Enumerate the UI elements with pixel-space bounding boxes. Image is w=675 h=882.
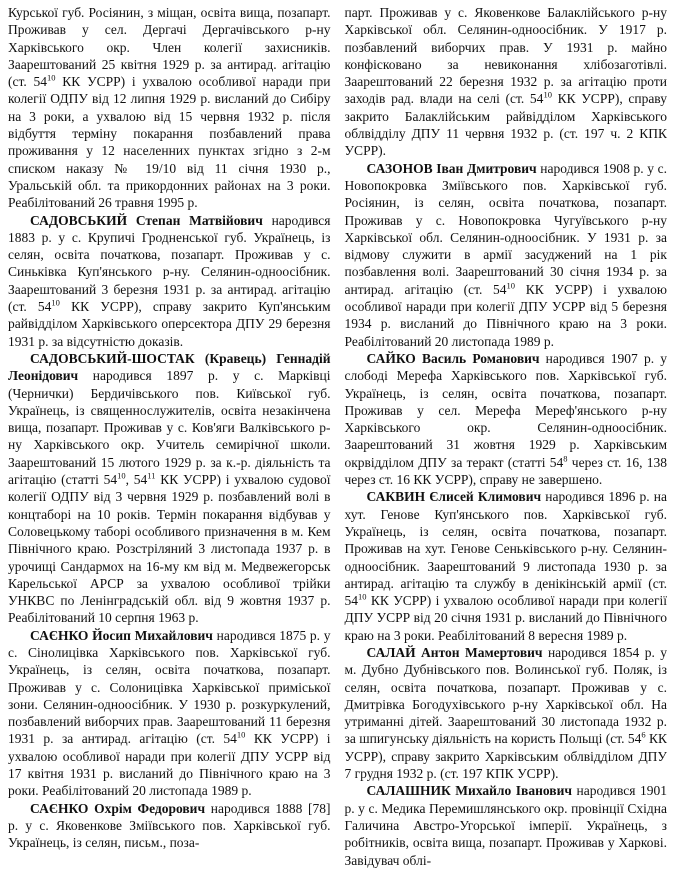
entry-text: народився 1888 [78] р. у с. Яковенкове Зміївського пов. Харківської губ. Українець, із селян, письм., поза- bbox=[8, 800, 331, 851]
entry-name: САЙКО Василь Романович bbox=[366, 350, 540, 366]
entry-text: КК УСРР) і ухвалою судової колегії ОДПУ від 3 червня 1929 р. позбавлений волі в концтаборі на 10 років. Термін покарання відбував у Соловецькому таборі особливого призначення в м. Кем Північного краю. Розстріляний 3 листопада 1937 р. в урочищі Сандармох на 16-му км від м. Медвежегорськ Карельської АРСР за ухвалою особливої трійки УНКВС по Ленінградській обл. від 9 жовтня 1937 р. Реабілітований 10 серпня 1963 р. bbox=[8, 472, 331, 626]
entry-text: Курської губ. Росіянин, з міщан, освіта вища, позапарт. Проживав у сел. Дергачі Дергачівського р-ну Харківського окр. Член колегії захисників. Заарештований 25 квітня 1929 р. за антирад. агітацію (ст. 54 bbox=[8, 5, 331, 90]
article-superscript: 10 bbox=[506, 280, 516, 291]
entry-text: через ст. 16, 138 через ст. 16 КК УСРР), справу не завершено. bbox=[344, 454, 667, 488]
entry-text: КК УСРР) і ухвалою особливої наради при колегії ДПУ УСРР від 17 квітня 1931 р. висланий до Північного краю на 3 роки. Реабілітований 20 листопада 1989 р. bbox=[8, 731, 331, 799]
entry-saienko-okhrim bbox=[8, 800, 331, 852]
entry-name: САЗОНОВ Іван Дмитрович bbox=[366, 160, 537, 176]
entry-text: народився 1883 р. у с. Крупичі Гродненської губ. Українець, із селян, освіта початкова, позапарт. Проживав у с. Синьківка Куп'янського р-ну. Селянин-одноосібник. Заарештований 3 березня 1931 р. за антирад. агітацію (ст. 54 bbox=[8, 212, 331, 315]
article-superscript: 11 bbox=[147, 470, 156, 481]
entry-text: КК УСРР), справу закрито Балаклійським райвідділом Харківського облвідділу ДПУ 11 червня 1932 р. (ст. 197 ч. 2 КПК УСРР). bbox=[344, 91, 667, 159]
entry-text: народився 1907 р. у слободі Мерефа Харківського пов. Харківської губ. Українець, із селян, освіта початкова, позапарт. Проживав у сел. Мерефа Мереф'янського р-ну Харківського окр. Селянин-одноосібник. Заарештований 31 жовтня 1929 р. Харківським окрвідділом ДПУ за теракт (статті 54 bbox=[344, 350, 667, 470]
article-superscript: 10 bbox=[236, 729, 246, 740]
article-superscript: 10 bbox=[47, 72, 56, 83]
entry-salashnyk bbox=[345, 782, 668, 868]
entry-saienko-yosyp bbox=[8, 627, 331, 800]
article-superscript: 10 bbox=[51, 297, 60, 308]
entry-continuation bbox=[345, 4, 668, 160]
entry-saiko bbox=[345, 350, 668, 488]
entry-name: САЄНКО Йосип Михайлович bbox=[30, 627, 213, 643]
entry-name: САЄНКО Охрім Федорович bbox=[30, 800, 206, 816]
article-superscript: 10 bbox=[543, 89, 552, 100]
entry-name: САДОВСЬКИЙ-ШОСТАК (Кравець) Геннадій Леонідович bbox=[8, 350, 331, 384]
article-superscript: 6 bbox=[641, 729, 646, 740]
entry-name: САКВИН Єлисей Климович bbox=[366, 489, 542, 505]
entry-continuation bbox=[8, 4, 331, 212]
entry-text: КК УСРР) і ухвалою особливої наради при колегії ДПУ УСРР від 5 березня 1934 р. висланий до Північного краю на 3 роки. Реабілітований 20 листопада 1989 р. bbox=[344, 281, 667, 349]
entry-text: народився 1901 р. у с. Медика Перемишлянського окр. провінції Східна Галичина Австро-Угорської імперії. Українець, з робітників, освіта вища, позапарт. Проживав у Харкові. Завідувач облі- bbox=[344, 783, 667, 868]
entry-text: парт. Проживав у с. Яковенкове Балаклійського р-ну Харківської обл. Селянин-одноосібник. У 1917 р. позбавлений виборчих прав. У 1931 р. майно конфісковано за невиконання хлібозаготівлі. Заарештований 22 березня 1932 р. за агітацію проти заходів рад. влади на селі (ст. 54 bbox=[344, 5, 667, 107]
entry-text: народився 1908 р. у с. Новопокровка Зміївського пов. Харківської губ. Росіянин, із селян, освіта початкова, позапарт. Проживав у с. Новопокровка Чугуївського р-ну Харківської обл. Селянин-одноосібник. У 1931 р. за відмову служити в армії засуджений на 1 рік позбавлення волі. Заарештований 30 січня 1934 р. за антирад. агітацію (ст. 54 bbox=[344, 160, 667, 297]
right-column bbox=[345, 4, 668, 882]
entry-text: народився 1896 р. на хут. Генове Куп'янського пов. Харківської губ. Українець, із селян, освіта початкова, позапарт. Проживав на хут. Генове Сеньківського р-ну. Селянин-одноосібник. Заарештований 9 листопада 1930 р. за антирад. агітацію та службу в денікінській армії (ст. 54 bbox=[344, 489, 667, 609]
entry-text: КК УСРР), справу закрито Куп'янським райвідділом Харківського оперсектора ДПУ 29 березня 1931 р. за відсутністю доказів. bbox=[8, 299, 331, 349]
left-column bbox=[8, 4, 331, 882]
entry-salai bbox=[345, 644, 668, 782]
article-superscript: 10 bbox=[117, 470, 126, 481]
entry-sazonov bbox=[345, 160, 668, 350]
entry-text: народився 1897 р. у с. Марківці (Чернички) Бердичівського пов. Київської губ. Українець, із священнослужителів, освіта незакінчена вища, позапарт. Проживав у с. Ков'яги Валківського р-ну Харківського окр. Учитель семирічної школи. Заарештований 15 лютого 1929 р. за к.-р. діяльність та агітацію (статті 54 bbox=[8, 368, 331, 488]
article-superscript: 8 bbox=[563, 453, 568, 464]
entry-sadovskyi bbox=[8, 212, 331, 350]
entry-name: САДОВСЬКИЙ Степан Матвійович bbox=[30, 212, 263, 228]
entry-name: САЛАЙ Антон Мамертович bbox=[366, 644, 543, 660]
entry-sadovskyi-shostak bbox=[8, 350, 331, 627]
entry-text: народився 1854 р. у м. Дубно Дубнівського пов. Волинської губ. Поляк, із селян, освіта початкова, позапарт. Проживав у с. Дмитрівка Богодухівського р-ну Харківської обл. На утриманні дітей. Заарештований 30 листопада 1932 р. за шпигунську діяльність на користь Польщі (ст. 54 bbox=[344, 644, 667, 747]
entry-name: САЛАШНИК Михайло Іванович bbox=[366, 783, 572, 799]
entry-text: КК УСРР), справу закрито Харківським облвідділом ДПУ 7 грудня 1932 р. (ст. 197 КПК УСРР). bbox=[344, 731, 667, 782]
article-superscript: 10 bbox=[358, 591, 367, 602]
entry-text: КК УСРР) і ухвалою особливої наради при колегії ОДПУ від 12 липня 1929 р. висланий до Сибіру на 3 роки, а ухвалою від 15 червня 1932 р. після відбуття терміну покарання позбавлений права проживання у 12 населенних пунктах згідно з 2-м списком наказу № 19/10 від 11 січня 1930 р., Уральській обл. та прикордонних районах на 3 роки. Реабілітований 26 травня 1995 р. bbox=[8, 74, 331, 211]
entry-text: КК УСРР) і ухвалою особливої наради при колегії ДПУ УСРР від 20 січня 1931 р. висланий до Північного краю на 3 роки. Реабілітований 8 вересня 1989 р. bbox=[344, 593, 667, 643]
entry-sakvyn bbox=[345, 488, 668, 644]
entry-text: , 54 bbox=[125, 472, 148, 488]
entry-text: народився 1875 р. у с. Сінолицівка Харківського пов. Харківської губ. Українець, із селян, освіта початкова, позапарт. Проживав у с. Солоницівка Харківської приміської зони. Селянин-одноосібник. У 1930 р. розкуркулений, позбавлений виборчих прав. Заарештований 11 березня 1931 р. за антирад. агітацію (ст. 54 bbox=[8, 627, 331, 747]
